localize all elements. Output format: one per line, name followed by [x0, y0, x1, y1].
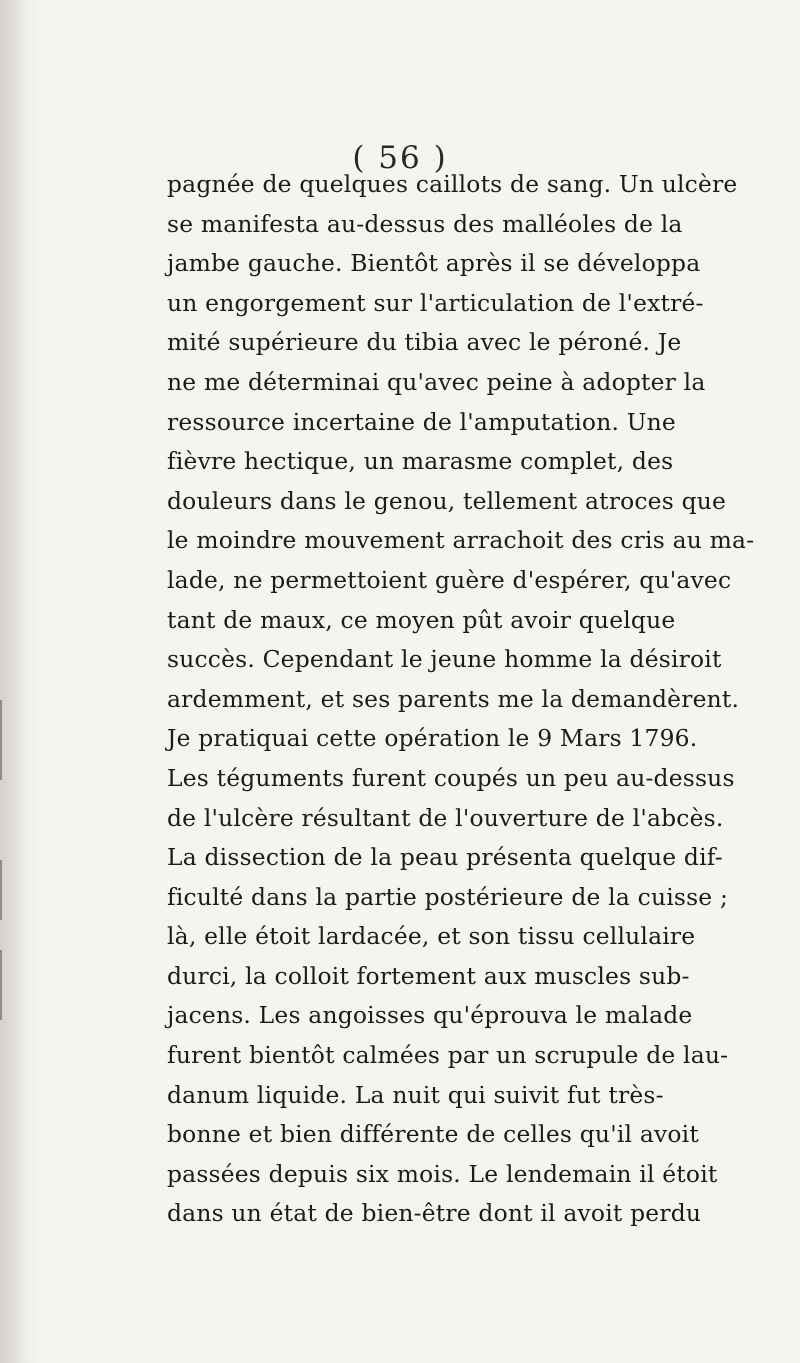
text-line: jacens. Les angoisses qu'éprouva le malade	[167, 1001, 693, 1030]
body-text	[167, 165, 797, 1234]
text-line: dans un état de bien-être dont il avoit perdu	[167, 1199, 702, 1228]
text-line: pagnée de quelques caillots de sang. Un ulcère	[167, 170, 738, 198]
text-line: le moindre mouvement arrachoit des cris au ma-	[167, 526, 755, 555]
text-line: mité supérieure du tibia avec le péroné. Je	[167, 328, 682, 357]
text-line: un engorgement sur l'articulation de l'extré-	[167, 288, 704, 317]
text-line: fièvre hectique, un marasme complet, des	[167, 447, 674, 476]
page-edge-mark	[0, 950, 12, 1020]
text-line: de l'ulcère résultant de l'ouverture de l'abcès.	[167, 803, 724, 832]
page-number: ( 56 )	[352, 140, 448, 176]
text-line: Je pratiquai cette opération le 9 Mars 1796.	[167, 724, 698, 753]
page-edge-mark	[0, 860, 12, 920]
text-line: ardemment, et ses parents me la demandèrent.	[167, 684, 740, 713]
spine-shadow	[0, 0, 30, 1363]
text-line: durci, la colloit fortement aux muscles sub-	[167, 961, 690, 990]
text-line: bonne et bien différente de celles qu'il avoit	[167, 1120, 699, 1149]
text-line: ressource incertaine de l'amputation. Une	[167, 407, 676, 436]
text-line: se manifesta au-dessus des malléoles de la	[167, 209, 683, 238]
text-line: ne me déterminai qu'avec peine à adopter la	[167, 367, 706, 396]
text-line: ficulté dans la partie postérieure de la cuisse ;	[167, 882, 729, 911]
text-line: jambe gauche. Bientôt après il se développa	[167, 249, 701, 278]
text-line: lade, ne permettoient guère d'espérer, qu'avec	[167, 565, 732, 594]
text-line: furent bientôt calmées par un scrupule de lau-	[167, 1041, 729, 1070]
text-line: là, elle étoit lardacée, et son tissu cellulaire	[167, 922, 696, 951]
page-edge-mark	[0, 700, 12, 780]
text-line: La dissection de la peau présenta quelque dif-	[167, 843, 723, 872]
text-line: succès. Cependant le jeune homme la désiroit	[167, 645, 722, 674]
text-line: passées depuis six mois. Le lendemain il étoit	[167, 1159, 718, 1188]
text-line: danum liquide. La nuit qui suivit fut très-	[167, 1080, 664, 1109]
text-line: tant de maux, ce moyen pût avoir quelque	[167, 605, 676, 634]
text-line: douleurs dans le genou, tellement atroces que	[167, 486, 727, 515]
text-line: Les téguments furent coupés un peu au-dessus	[167, 763, 735, 792]
